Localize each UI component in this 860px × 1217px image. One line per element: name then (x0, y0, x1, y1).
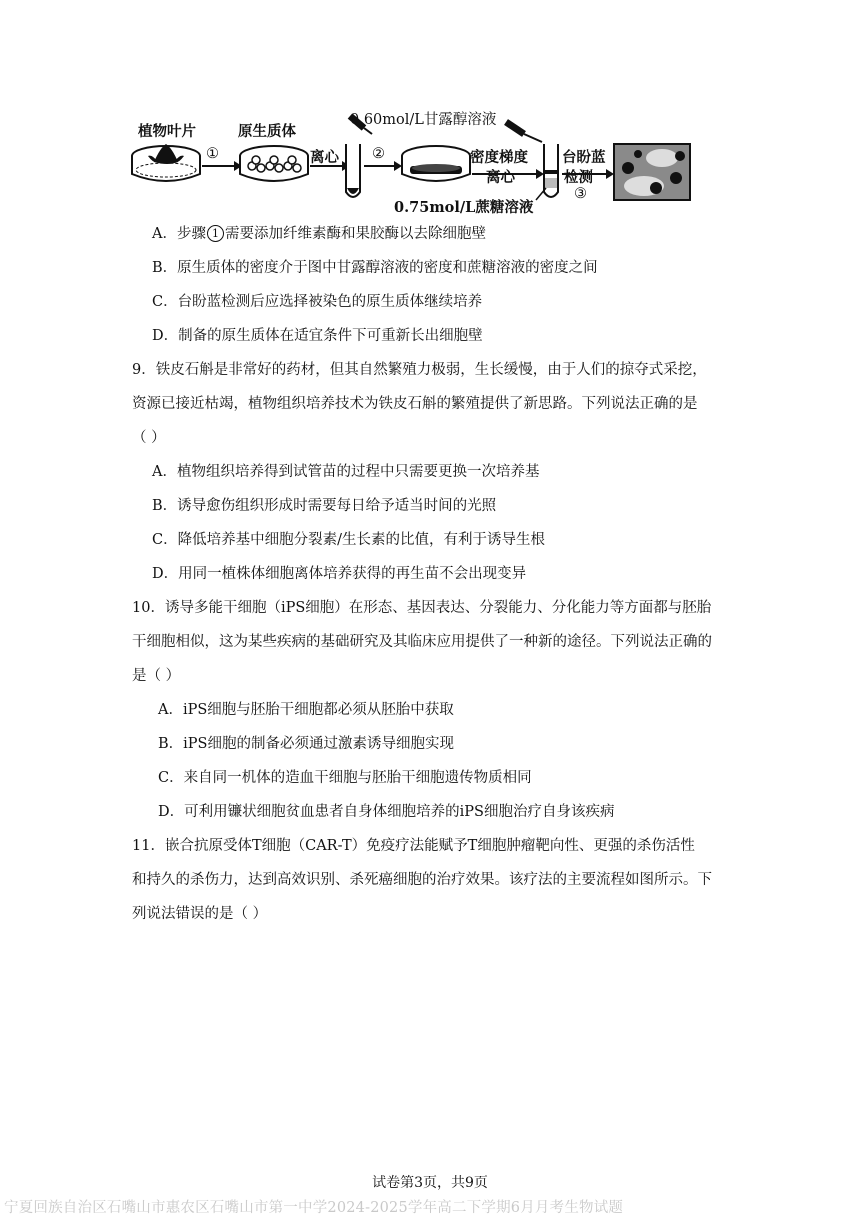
label-detect: 检测 (564, 169, 593, 186)
source-watermark: 宁夏回族自治区石嘴山市惠农区石嘴山市第一中学2024-2025学年高二下学期6月月考生物试题 (4, 1200, 624, 1216)
q9-answer-blank: （ ） (132, 430, 166, 446)
q9-stem-line-1: 9．铁皮石斛是非常好的药材，但其自然繁殖力极弱，生长缓慢，由于人们的掠夺式采挖， (132, 362, 707, 378)
protoplast-dish-icon (240, 146, 308, 181)
label-gradient-centrifuge: 离心 (486, 169, 515, 186)
q8-option-a (152, 224, 486, 244)
q8-option-a-text: 需要添加纤维素酶和果胶酶以去除细胞壁 (224, 226, 486, 242)
q10-option-a: A．iPS细胞与胚胎干细胞都必须从胚胎中获取 (158, 702, 454, 718)
q11-stem-line-2: 和持久的杀伤力，达到高效识别、杀死癌细胞的治疗效果。该疗法的主要流程如图所示。下 (132, 872, 712, 888)
page-footer: 试卷第3页，共9页 (372, 1175, 488, 1191)
step-2-marker: ② (372, 146, 385, 162)
q9-option-c: C．降低培养基中细胞分裂素/生长素的比值，有利于诱导生根 (152, 532, 545, 548)
q10-answer-blank: 是（ ） (132, 668, 181, 684)
q8-option-b: B．原生质体的密度介于图中甘露醇溶液的密度和蔗糖溶液的密度之间 (152, 260, 598, 276)
q10-option-d: D．可利用镰状细胞贫血患者自身体细胞培养的iPS细胞治疗自身该疾病 (158, 804, 615, 820)
step-3-marker: ③ (574, 186, 587, 202)
q10-stem-line-2: 干细胞相似，这为某些疾病的基础研究及其临床应用提供了一种新的途径。下列说法正确的 (132, 634, 712, 650)
label-mannitol: 0.60mol/L甘露醇溶液 (350, 112, 497, 128)
label-sucrose: 0.75mol/L蔗糖溶液 (394, 199, 534, 216)
q9-option-d: D．用同一植株体细胞离体培养获得的再生苗不会出现变异 (152, 566, 527, 582)
label-gradient: 密度梯度 (470, 149, 528, 166)
q9-option-a: A．植物组织培养得到试管苗的过程中只需要更换一次培养基 (152, 464, 540, 480)
label-leaf: 植物叶片 (138, 123, 196, 140)
leaf-dish-icon (132, 144, 200, 181)
q10-stem-line-1: 10．诱导多能干细胞（iPS细胞）在形态、基因表达、分裂能力、分化能力等方面都与胚胎 (132, 600, 712, 616)
q10-option-c: C．来自同一机体的造血干细胞与胚胎干细胞遗传物质相同 (158, 770, 532, 786)
centrifuge-tube-icon (346, 144, 360, 197)
q10-option-b: B．iPS细胞的制备必须通过激素诱导细胞实现 (158, 736, 454, 752)
label-trypan-blue: 台盼蓝 (562, 149, 606, 166)
label-protoplast: 原生质体 (238, 123, 296, 140)
pellet-dish-icon (402, 146, 470, 181)
q8-option-a-prefix: A．步骤 (152, 226, 206, 242)
protoplast-preparation-diagram (128, 104, 708, 216)
q11-stem-line-1: 11．嵌合抗原受体T细胞（CAR-T）免疫疗法能赋予T细胞肿瘤靶向性、更强的杀伤活性 (132, 838, 695, 854)
label-centrifuge: 离心 (310, 149, 339, 166)
q8-option-d: D．制备的原生质体在适宜条件下可重新长出细胞壁 (152, 328, 483, 344)
step-1-marker: ① (206, 146, 219, 162)
q8-option-c: C．台盼蓝检测后应选择被染色的原生质体继续培养 (152, 294, 483, 310)
q11-stem-line-3: 列说法错误的是（ ） (132, 906, 268, 922)
pipette-icon-2 (506, 122, 542, 142)
step-circle-marker: 1 (207, 225, 224, 242)
microscope-view-icon (614, 144, 690, 200)
q9-option-b: B．诱导愈伤组织形成时需要每日给予适当时间的光照 (152, 498, 497, 514)
q9-stem-line-2: 资源已接近枯竭，植物组织培养技术为铁皮石斛的繁殖提供了新思路。下列说法正确的是 (132, 396, 698, 412)
